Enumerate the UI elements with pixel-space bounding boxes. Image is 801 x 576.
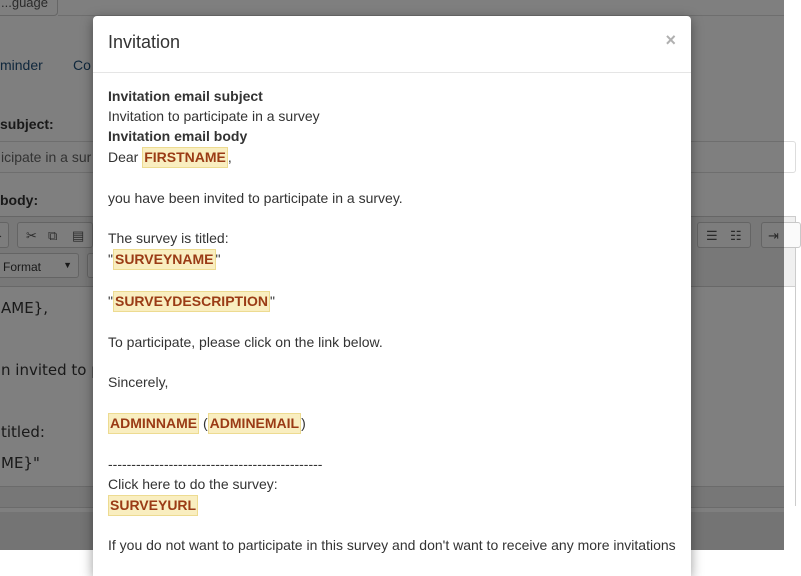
invitation-preview-modal [93,16,691,576]
subject-heading: Invitation email subject [108,88,263,104]
quote-close: " [269,293,275,309]
close-icon[interactable]: × [665,30,676,50]
surveydescription-line [108,291,275,312]
paren-close: ) [301,415,306,431]
paren-open: ( [199,415,208,431]
placeholder-surveyname: SURVEYNAME [113,249,216,270]
placeholder-surveyurl: SURVEYURL [108,495,198,516]
surveyurl-line [108,495,198,516]
click-here-line: Click here to do the survey: [108,476,278,492]
admin-line [108,413,306,434]
greeting-prefix: Dear [108,149,143,165]
quote-open: " [108,293,113,309]
titled-line: The survey is titled: [108,230,229,246]
subject-text: Invitation to participate in a survey [108,108,320,124]
placeholder-surveydescription: SURVEYDESCRIPTION [113,291,270,312]
separator-line: ---------------------------------------------- [108,456,323,472]
placeholder-adminname: ADMINNAME [108,413,199,434]
modal-title: Invitation [108,32,181,52]
greeting-suffix: , [227,149,232,165]
placeholder-adminemail: ADMINEMAIL [208,413,301,434]
optout-line: If you do not want to participate in this survey and don't want to receive any more invitations [108,537,676,553]
modal-header [93,16,691,73]
surveyname-line [108,249,221,270]
invited-line: you have been invited to participate in a survey. [108,190,403,206]
greeting-line [108,147,232,168]
quote-open: " [108,251,113,267]
participate-line: To participate, please click on the link below. [108,334,383,350]
sincerely-line: Sincerely, [108,374,169,390]
quote-close: " [215,251,221,267]
body-heading: Invitation email body [108,128,248,144]
placeholder-firstname: FIRSTNAME [142,147,228,168]
